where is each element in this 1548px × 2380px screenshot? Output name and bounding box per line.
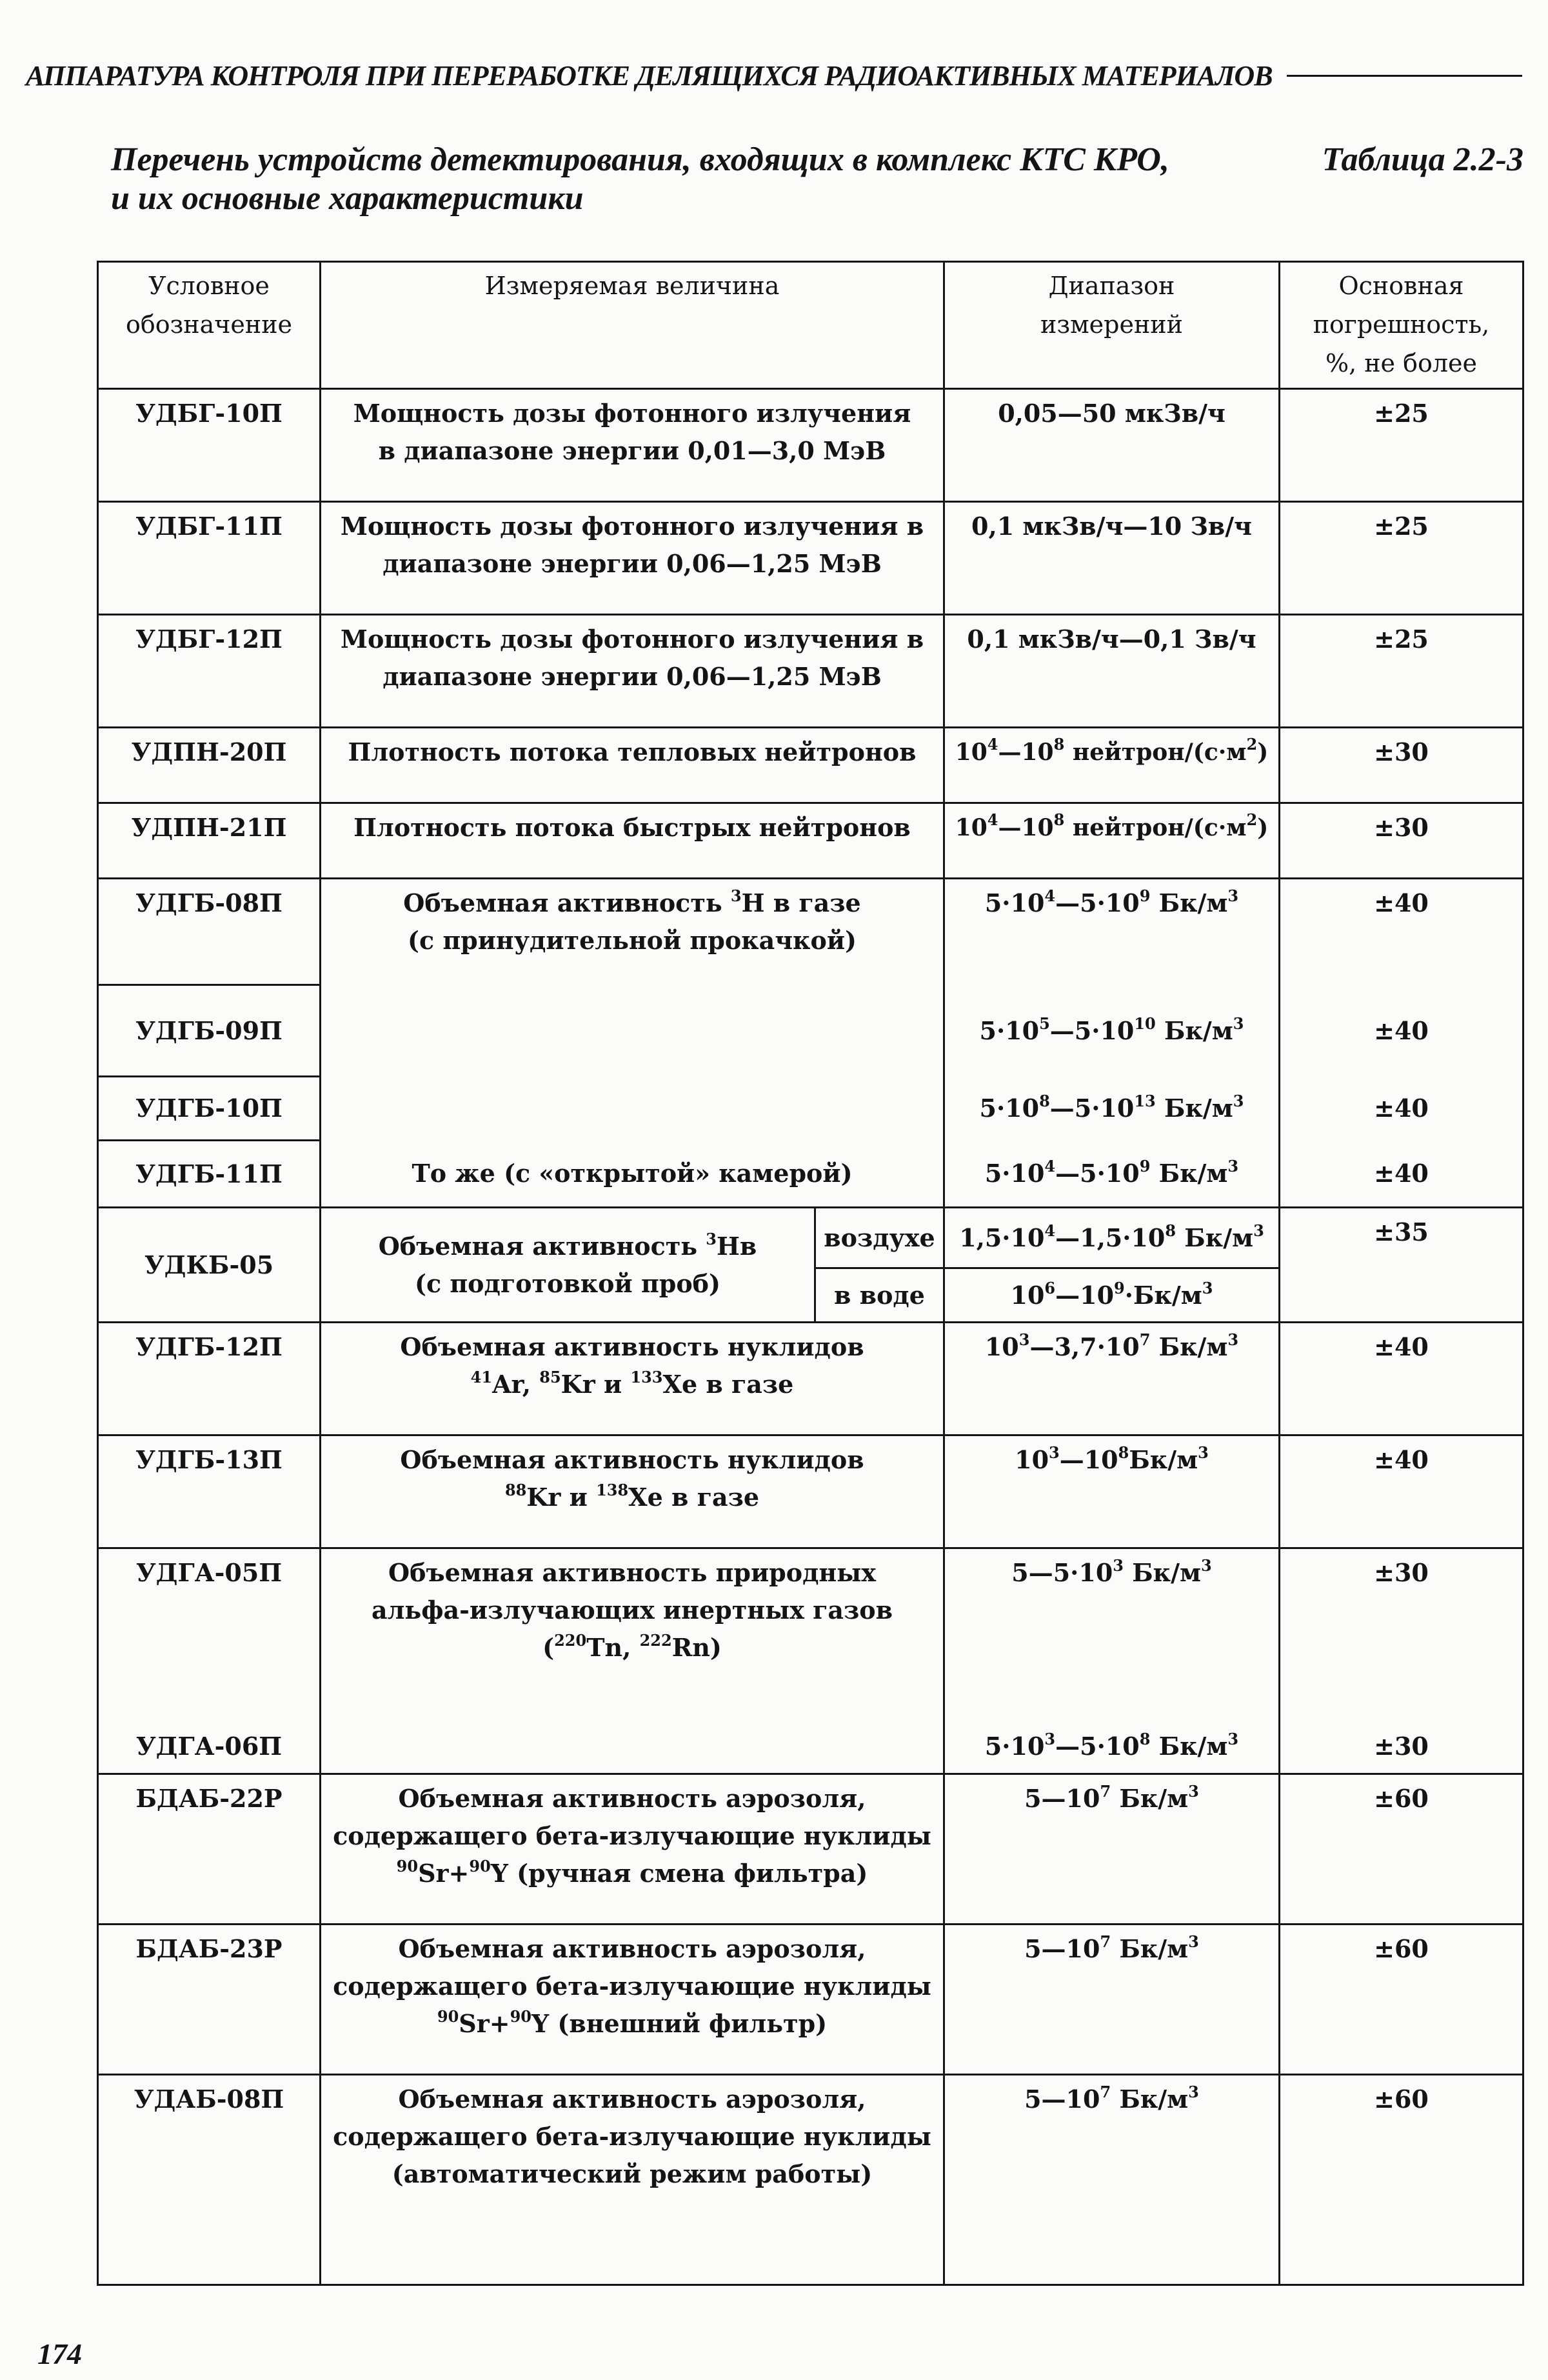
device-code: УДПН-21П: [98, 803, 321, 879]
measurement-range-water: $10^6—10^9\cdot Бк/м^3$: [944, 1268, 1280, 1323]
table-title-line-1: Перечень устройств детектирования, входящих в комплекс КТС КРО,: [111, 141, 1169, 178]
measurement-range: $10^4—10^8$ нейтрон/$(с\cdot м^2)$: [944, 728, 1280, 803]
device-code: УДГА-05П: [98, 1548, 321, 1723]
table-row: [98, 2075, 1523, 2285]
device-code: УДГБ-12П: [98, 1323, 321, 1435]
basic-error: ±30: [1280, 728, 1523, 803]
measured-quantity: [321, 985, 944, 1077]
table-row: [98, 879, 1523, 985]
table-row: [98, 803, 1523, 879]
table-number: Таблица 2.2-3: [1322, 141, 1523, 178]
device-code: УДГБ-13П: [98, 1435, 321, 1548]
table-title: [111, 141, 1207, 218]
measurement-range: $10^3—3,7\cdot 10^7$ $Бк/м^3$: [944, 1323, 1280, 1435]
table-row: [98, 615, 1523, 728]
device-code: УДГБ-11П: [98, 1141, 321, 1208]
table-row: [98, 1141, 1523, 1208]
table-row: [98, 1548, 1523, 1723]
running-head-text: АППАРАТУРА КОНТРОЛЯ ПРИ ПЕРЕРАБОТКЕ ДЕЛЯЩИХСЯ РАДИОАКТИВНЫХ МАТЕРИАЛОВ: [26, 59, 1273, 92]
measured-quantity: Мощность дозы фотонного излучения в диапазоне энергии 0,06—1,25 МэВ: [321, 502, 944, 615]
table-row: [98, 1208, 1523, 1268]
measured-quantity: Объемная активность аэрозоля, содержащего бета-излучающие нуклиды $^{90}$Sr+$^{90}$Y (ручная смена фильтра): [321, 1774, 944, 1925]
measured-quantity: То же (с «открытой» камерой): [321, 1141, 944, 1208]
measured-quantity: Объемная активность $^3$Нв (с подготовкой проб): [321, 1208, 815, 1323]
measurement-range: $5—10^7$ $Бк/м^3$: [944, 1925, 1280, 2075]
devices-table: [97, 261, 1524, 2286]
basic-error: ±40: [1280, 1323, 1523, 1435]
measurement-range: 0,1 мкЗв/ч—10 Зв/ч: [944, 502, 1280, 615]
measurement-range: $5\cdot 10^3—5\cdot 10^8$ $Бк/м^3$: [944, 1723, 1280, 1774]
measured-quantity: Плотность потока быстрых нейтронов: [321, 803, 944, 879]
basic-error: ±30: [1280, 803, 1523, 879]
measured-quantity: Мощность дозы фотонного излучения в диапазоне энергии 0,06—1,25 МэВ: [321, 615, 944, 728]
measurement-range: 0,05—50 мкЗв/ч: [944, 389, 1280, 502]
measurement-range: $5—5\cdot 10^3$ $Бк/м^3$: [944, 1548, 1280, 1723]
device-code: УДАБ-08П: [98, 2075, 321, 2285]
basic-error: ±25: [1280, 502, 1523, 615]
medium-air: воздухе: [815, 1208, 944, 1268]
measured-quantity: Объемная активность $^3$Н в газе (с принудительной прокачкой): [321, 879, 944, 985]
basic-error: ±60: [1280, 1925, 1523, 2075]
basic-error: ±40: [1280, 1435, 1523, 1548]
basic-error: ±30: [1280, 1548, 1523, 1723]
measured-quantity: [321, 1723, 944, 1774]
basic-error: ±40: [1280, 985, 1523, 1077]
measurement-range: $5\cdot 10^4—5\cdot 10^9$ $Бк/м^3$: [944, 1141, 1280, 1208]
table-row: [98, 728, 1523, 803]
medium-water: в воде: [815, 1268, 944, 1323]
basic-error: ±40: [1280, 1077, 1523, 1141]
table-row: [98, 985, 1523, 1077]
measurement-range: $5\cdot 10^4—5\cdot 10^9$ $Бк/м^3$: [944, 879, 1280, 985]
table-row: [98, 1774, 1523, 1925]
basic-error: ±25: [1280, 389, 1523, 502]
table-row: [98, 1723, 1523, 1774]
measurement-range: $10^3—10^8Бк/м^3$: [944, 1435, 1280, 1548]
measurement-range-air: $1,5\cdot 10^4—1,5\cdot 10^8$ $Бк/м^3$: [944, 1208, 1280, 1268]
basic-error: ±60: [1280, 2075, 1523, 2285]
table-row: [98, 1925, 1523, 2075]
device-code: УДГА-06П: [98, 1723, 321, 1774]
measured-quantity: Плотность потока тепловых нейтронов: [321, 728, 944, 803]
device-code: УДБГ-12П: [98, 615, 321, 728]
device-code: БДАБ-22Р: [98, 1774, 321, 1925]
header-row: [98, 262, 1523, 389]
device-code: УДГБ-10П: [98, 1077, 321, 1141]
measured-quantity: Объемная активность аэрозоля, содержащего бета-излучающие нуклиды $^{90}$Sr+$^{90}$Y (внешний фильтр): [321, 1925, 944, 2075]
device-code: УДБГ-11П: [98, 502, 321, 615]
header-quantity: Измеряемая величина: [321, 262, 944, 389]
table-row: [98, 1435, 1523, 1548]
basic-error: ±30: [1280, 1723, 1523, 1774]
measured-quantity: [321, 1077, 944, 1141]
device-code: УДКБ-05: [98, 1208, 321, 1323]
basic-error: ±40: [1280, 879, 1523, 985]
table-row: [98, 502, 1523, 615]
header-designation: Условное обозначение: [98, 262, 321, 389]
table-row: [98, 1323, 1523, 1435]
header-error: Основная погрешность, %, не более: [1280, 262, 1523, 389]
measurement-range: $10^4—10^8$ нейтрон/$(с\cdot м^2)$: [944, 803, 1280, 879]
measured-quantity: Объемная активность природных альфа-излучающих инертных газов ($^{220}$Tn, $^{222}$Rn): [321, 1548, 944, 1723]
measurement-range: $5\cdot 10^5—5\cdot 10^{10}$ $Бк/м^3$: [944, 985, 1280, 1077]
measurement-range: $5\cdot 10^8—5\cdot 10^{13}$ $Бк/м^3$: [944, 1077, 1280, 1141]
running-head-rule: [1287, 75, 1522, 77]
basic-error: ±60: [1280, 1774, 1523, 1925]
measured-quantity: Объемная активность нуклидов $^{88}$Kr и $^{138}$Xe в газе: [321, 1435, 944, 1548]
table-title-line-2: и их основные характеристики: [111, 180, 584, 217]
basic-error: ±25: [1280, 615, 1523, 728]
device-code: УДГБ-08П: [98, 879, 321, 985]
device-code: УДПН-20П: [98, 728, 321, 803]
basic-error: ±35: [1280, 1208, 1523, 1323]
device-code: БДАБ-23Р: [98, 1925, 321, 2075]
measurement-range: $5—10^7$ $Бк/м^3$: [944, 2075, 1280, 2285]
header-range: Диапазон измерений: [944, 262, 1280, 389]
table-row: [98, 389, 1523, 502]
running-head: [26, 59, 1522, 92]
device-code: УДБГ-10П: [98, 389, 321, 502]
page-number: 174: [37, 2337, 82, 2370]
measurement-range: 0,1 мкЗв/ч—0,1 Зв/ч: [944, 615, 1280, 728]
measured-quantity: Объемная активность аэрозоля, содержащего бета-излучающие нуклиды (автоматический режим работы): [321, 2075, 944, 2285]
basic-error: ±40: [1280, 1141, 1523, 1208]
measurement-range: $5—10^7$ $Бк/м^3$: [944, 1774, 1280, 1925]
device-code: УДГБ-09П: [98, 985, 321, 1077]
measured-quantity: Объемная активность нуклидов $^{41}$Ar, $^{85}$Kr и $^{133}$Xe в газе: [321, 1323, 944, 1435]
table-row: [98, 1077, 1523, 1141]
measured-quantity: Мощность дозы фотонного излучения в диапазоне энергии 0,01—3,0 МэВ: [321, 389, 944, 502]
